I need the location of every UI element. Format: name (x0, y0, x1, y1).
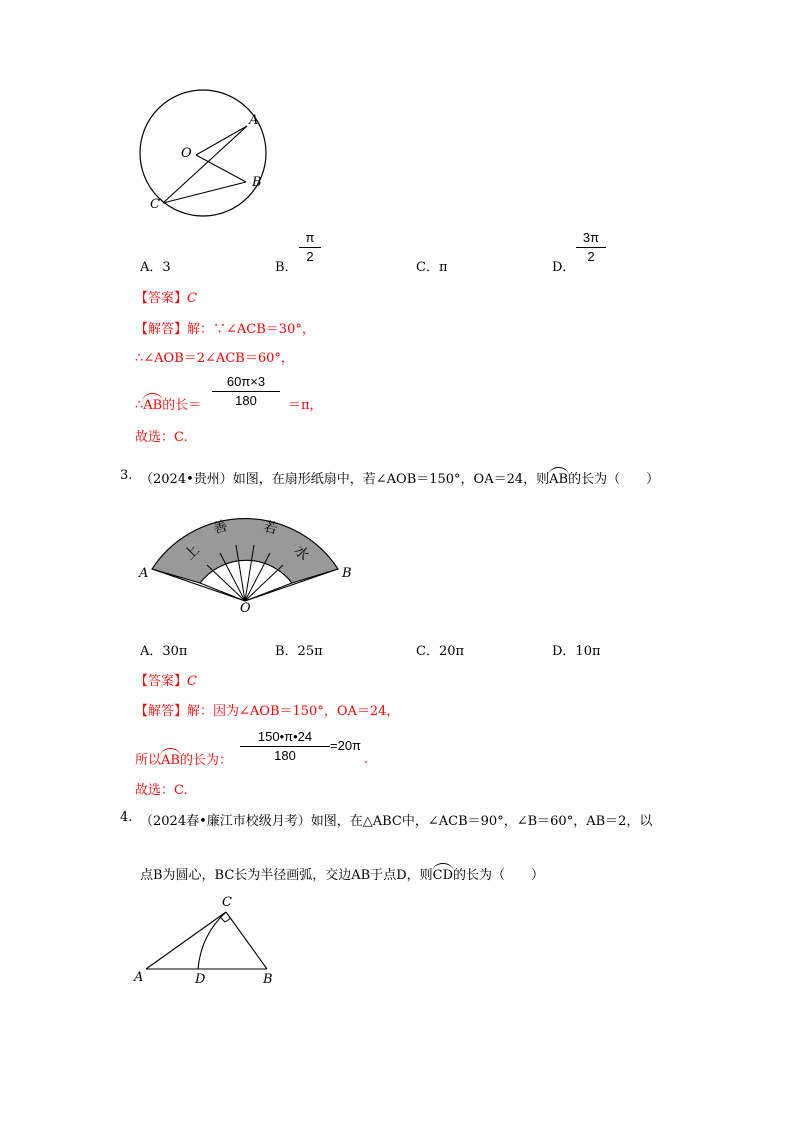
tri-label-b: B (263, 972, 273, 987)
q2-answer: 【答案】C (135, 291, 197, 306)
fan-label-b: B (342, 566, 352, 581)
arc-ab: AB (143, 398, 163, 413)
fan-char-4: 水 (290, 542, 312, 564)
fan-label-o: O (240, 601, 251, 616)
tri-label-a: A (134, 970, 144, 985)
fan-char-2: 善 (211, 518, 230, 538)
arc-cd: CD (432, 868, 454, 883)
q4-stem-line1: （2024春•廉江市校级月考）如图，在△ABC中，∠ACB＝90°，∠B＝60°，AB＝2，以 (140, 814, 653, 829)
q3-solution-line1: 【解答】解：因为∠AOB＝150°，OA＝24， (135, 704, 400, 719)
q3-line2-end: . (364, 752, 369, 767)
q3-option-a: A．30π (140, 644, 188, 659)
q2-solution-line3: ∴AB的长＝ (135, 398, 202, 413)
tri-label-d: D (195, 972, 206, 987)
q2-option-d-fraction: 3π 2 (576, 230, 606, 265)
q2-option-c: C．π (416, 260, 448, 275)
q2-option-b-fraction: π 2 (299, 230, 321, 265)
q2-arc-length-result: ＝π， (288, 398, 323, 413)
label-c: C (150, 197, 160, 212)
q3-solution-line2: 所以AB的长为： (135, 753, 232, 768)
q3-number: 3. (120, 468, 133, 483)
tri-label-c: C (222, 895, 232, 910)
fan-char-3: 若 (261, 518, 280, 538)
q4-number: 4. (120, 810, 133, 825)
q3-option-d: D．10π (552, 644, 601, 659)
q3-choose: 故选：C. (135, 783, 188, 798)
q2-solution-line2: ∴∠AOB＝2∠ACB＝60°， (135, 351, 294, 366)
q3-option-c: C．20π (416, 644, 465, 659)
q2-option-b-letter: B． (275, 260, 298, 275)
fan-label-a: A (139, 566, 149, 581)
q2-arc-length-fraction: 60π×3 180 (212, 374, 280, 409)
q2-solution-line1: 【解答】解：∵∠ACB＝30°， (135, 322, 315, 337)
q2-option-a: A．3 (140, 260, 171, 275)
q3-answer: 【答案】C (135, 674, 197, 689)
q3-arc-length-fraction: 150•π•24 180 (240, 729, 330, 764)
label-a: A (249, 113, 259, 128)
arc-ab: AB (549, 472, 569, 487)
q2-choose: 故选：C. (135, 430, 188, 445)
q3-option-b: B．25π (275, 644, 323, 659)
q2-option-d-letter: D． (552, 260, 576, 275)
label-b: B (252, 175, 262, 190)
q3-stem: （2024•贵州）如图，在扇形纸扇中，若∠AOB＝150°，OA＝24，则AB的长为（ ） (140, 472, 660, 487)
q3-arc-length-result: =20π (330, 738, 362, 753)
fan-char-1: 上 (181, 542, 203, 564)
arc-ab: AB (161, 753, 180, 768)
q4-stem-line2: 点B为圆心，BC长为半径画弧，交边AB于点D，则CD的长为（ ） (140, 868, 545, 883)
label-o: O (181, 146, 192, 161)
